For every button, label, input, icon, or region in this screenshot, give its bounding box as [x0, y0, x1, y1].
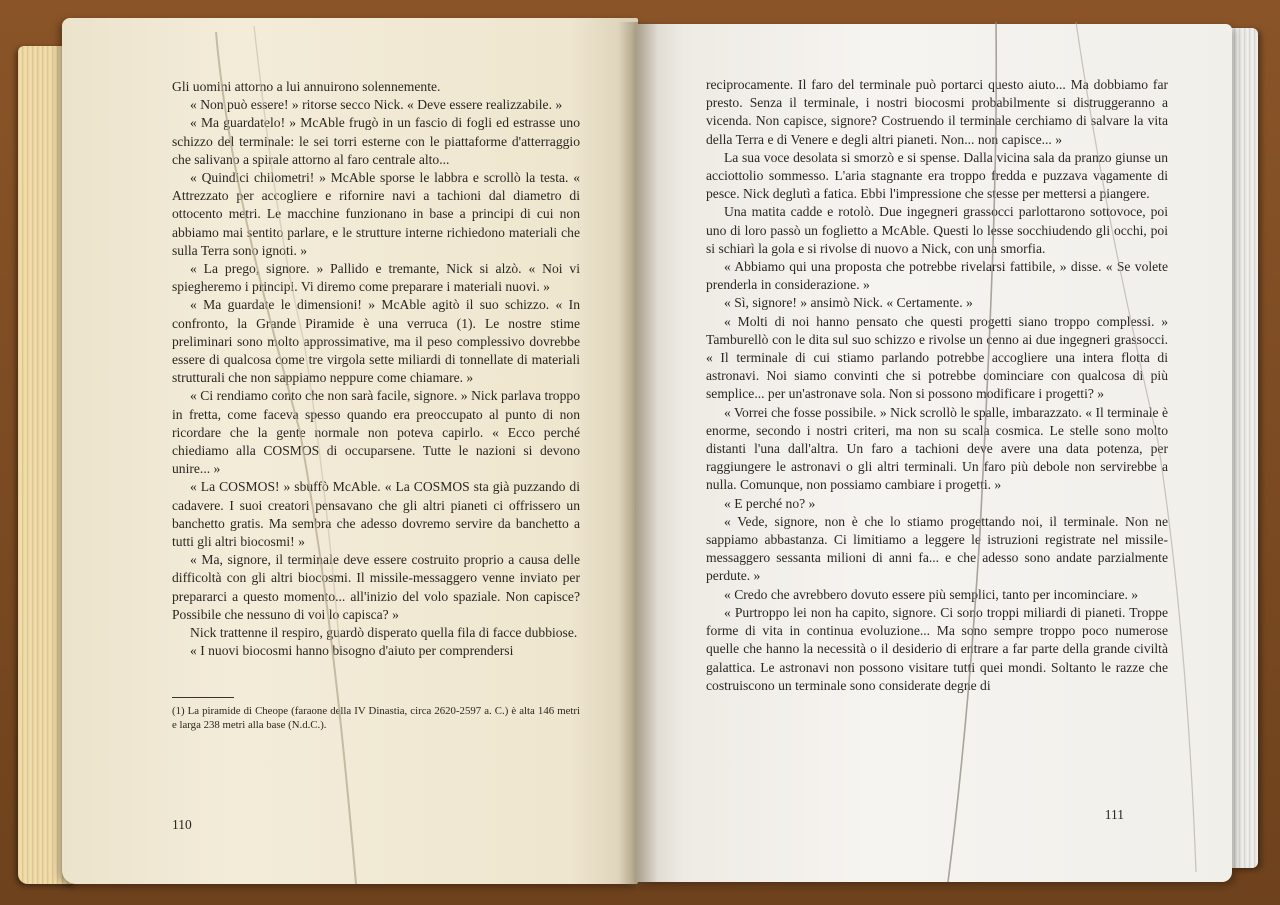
right-paragraph-10: « Credo che avrebbero dovuto essere più semplici, tanto per incominciare. » — [724, 586, 1139, 602]
left-paragraph-2: « Non può essere! » ritorse secco Nick. « Deve essere realizzabile. » — [190, 97, 563, 113]
right-page — [636, 24, 1232, 882]
right-paragraph-1: reciprocamente. Il faro del terminale può portarci questo aiuto... Ma dobbiamo far presto. Senza il terminale, i nostri biocosmi probabilmente si distruggeranno a vicenda. Non capisce, signore? Costruendo il terminale cerchiamo di salvare la vita della Terra e di Venere e degli altri pianeti. Non... non capisce... » — [706, 77, 1168, 147]
footnote: (1) La piramide di Cheope (faraone della IV Dinastia, circa 2620-2597 a. C.) è alta 146 metri e larga 238 metri alla base (N.d.C.). — [172, 704, 580, 731]
left-paragraph-9: « Ma, signore, il terminale deve essere costruito proprio a causa delle difficoltà con gli altri biocosmi. Il missile-messaggero venne inviato per prepararci a questo momento... all'inizio del volo spaziale. Non capisce? Possibile che nessuno di voi lo capisca? » — [172, 552, 580, 622]
right-paragraph-4: « Abbiamo qui una proposta che potrebbe rivelarsi fattibile, » disse. « Se volete prenderla in considerazione. » — [706, 259, 1168, 293]
left-paragraph-11: « I nuovi biocosmi hanno bisogno d'aiuto per comprendersi — [190, 643, 514, 659]
footnote-rule — [172, 697, 234, 698]
left-paragraph-4: « Quindici chilometri! » McAble sporse le labbra e scrollò la testa. « Attrezzato per accogliere e rifornire navi a tachioni dal diametro di ottocento metri. Le macchine funzionano in base a principi di cui non abbiamo mai sentito parlare, e le strutture interne richiedono materiali che sulla Terra sono ignoti. » — [172, 170, 580, 258]
right-paragraph-6: « Molti di noi hanno pensato che questi progetti siano troppo complessi. » Tamburellò con le dita sul suo schizzo e rivolse un cenno ai due ingegneri grassocci. « Il terminale di cui stiamo parlando potrebbe accogliere una intera flotta di astronavi. Noi siamo convinti che si potrebbe cominciare con qualcosa di più semplice... per un'astronave sola. Non si possono modificare i progetti? » — [706, 313, 1168, 402]
open-book — [18, 12, 1258, 892]
left-page — [62, 18, 638, 884]
left-paragraph-10: Nick trattenne il respiro, guardò disperato quella fila di facce dubbiose. — [190, 625, 578, 641]
left-paragraph-6: « Ma guardate le dimensioni! » McAble agitò il suo schizzo. « In confronto, la Grande Piramide è una verruca (1). Le nostre stime preliminari sono molto approssimative, ma il peso complessivo dovrebbe essere di qualcosa come tre virgola sette miliardi di tonnellate di materiali strutturali che non sappiamo neppure come chiamare. » — [172, 297, 580, 386]
right-paragraph-11: « Purtroppo lei non ha capito, signore. Ci sono troppi miliardi di pianeti. Troppe forme di vita in continua evoluzione... Ma sono sempre troppo poco numerose quelle che hanno la necessità o il desiderio di entrare a far parte della grande civiltà galattica. Le astronavi non possono visitare tutti quei mondi. Soltanto le razze che costruiscono un terminale sono considerate degne di — [706, 604, 1168, 693]
right-paragraph-2: La sua voce desolata si smorzò e si spense. Dalla vicina sala da pranzo giunse un acciottolio sommesso. L'aria stagnante era troppo fredda e puzzava vagamente di pesce. Nick deglutì a fatica. Ebbi l'impressione che stesse per mettersi a piangere. — [706, 149, 1168, 202]
left-paragraph-8: « La COSMOS! » sbuffò McAble. « La COSMOS sta già puzzando di cadavere. I suoi creatori pensavano che gli altri pianeti ci offrissero un banchetto gratis. Ma sembra che adesso dovremo servire da banchetto a tutti gli altri biocosmi! » — [172, 479, 580, 550]
right-paragraph-3: Una matita cadde e rotolò. Due ingegneri grassocci parlottarono sottovoce, poi uno di loro passò un foglietto a McAble. Questi lo lesse socchiudendo gli occhi, poi si schiarì la gola e si rivolse di nuovo a Nick, con una smorfia. — [706, 204, 1168, 256]
left-paragraph-5: « La prego, signore. » Pallido e tremante, Nick si alzò. « Noi vi spiegheremo i principi. Vi diremo come preparare i materiali nuovi. » — [172, 261, 580, 295]
left-paragraph-3: « Ma guardatelo! » McAble frugò in un fascio di fogli ed estrasse uno schizzo del terminale: le sei torri esterne con le piattaforme d'atterraggio che salivano a spirale attorno al faro centrale alto... — [172, 115, 580, 167]
page-number-right: 111 — [1104, 806, 1124, 822]
left-paragraph-1: Gli uomini attorno a lui annuirono solennemente. — [172, 79, 441, 94]
right-page-edges — [1230, 28, 1258, 868]
left-paragraph-7: « Ci rendiamo conto che non sarà facile, signore. » Nick parlava troppo in fretta, come faceva spesso quando era preoccupato al punto di non ricordare che la gente normale non poteva capirlo. « Ecco perché chiediamo alla COSMOS di occuparsene. Tutte le nazioni si devono unire... » — [172, 388, 580, 477]
right-paragraph-8: « E perché no? » — [724, 495, 816, 511]
page-number-left: 110 — [172, 816, 192, 832]
right-paragraph-9: « Vede, signore, non è che lo stiamo progettando noi, il terminale. Non ne sappiamo abbastanza. Ci limitiamo a leggere le istruzioni registrate nel missile-messaggero sessanta milioni di anni fa... e che adesso sono andate parzialmente perdute. » — [706, 513, 1168, 584]
right-paragraph-7: « Vorrei che fosse possibile. » Nick scrollò le spalle, imbarazzato. « Il terminale è enorme, secondo i nostri criteri, ma non su scala cosmica. Le stelle sono molto distanti l'una dall'altra. Un faro a tachioni deve avere una data potenza, per raggiungere le astronavi o gli altri terminali. Un faro più debole non servirebbe a nulla. Comunque, non possiamo cambiare i progetti. » — [706, 404, 1168, 493]
right-paragraph-5: « Sì, signore! » ansimò Nick. « Certamente. » — [724, 295, 973, 311]
